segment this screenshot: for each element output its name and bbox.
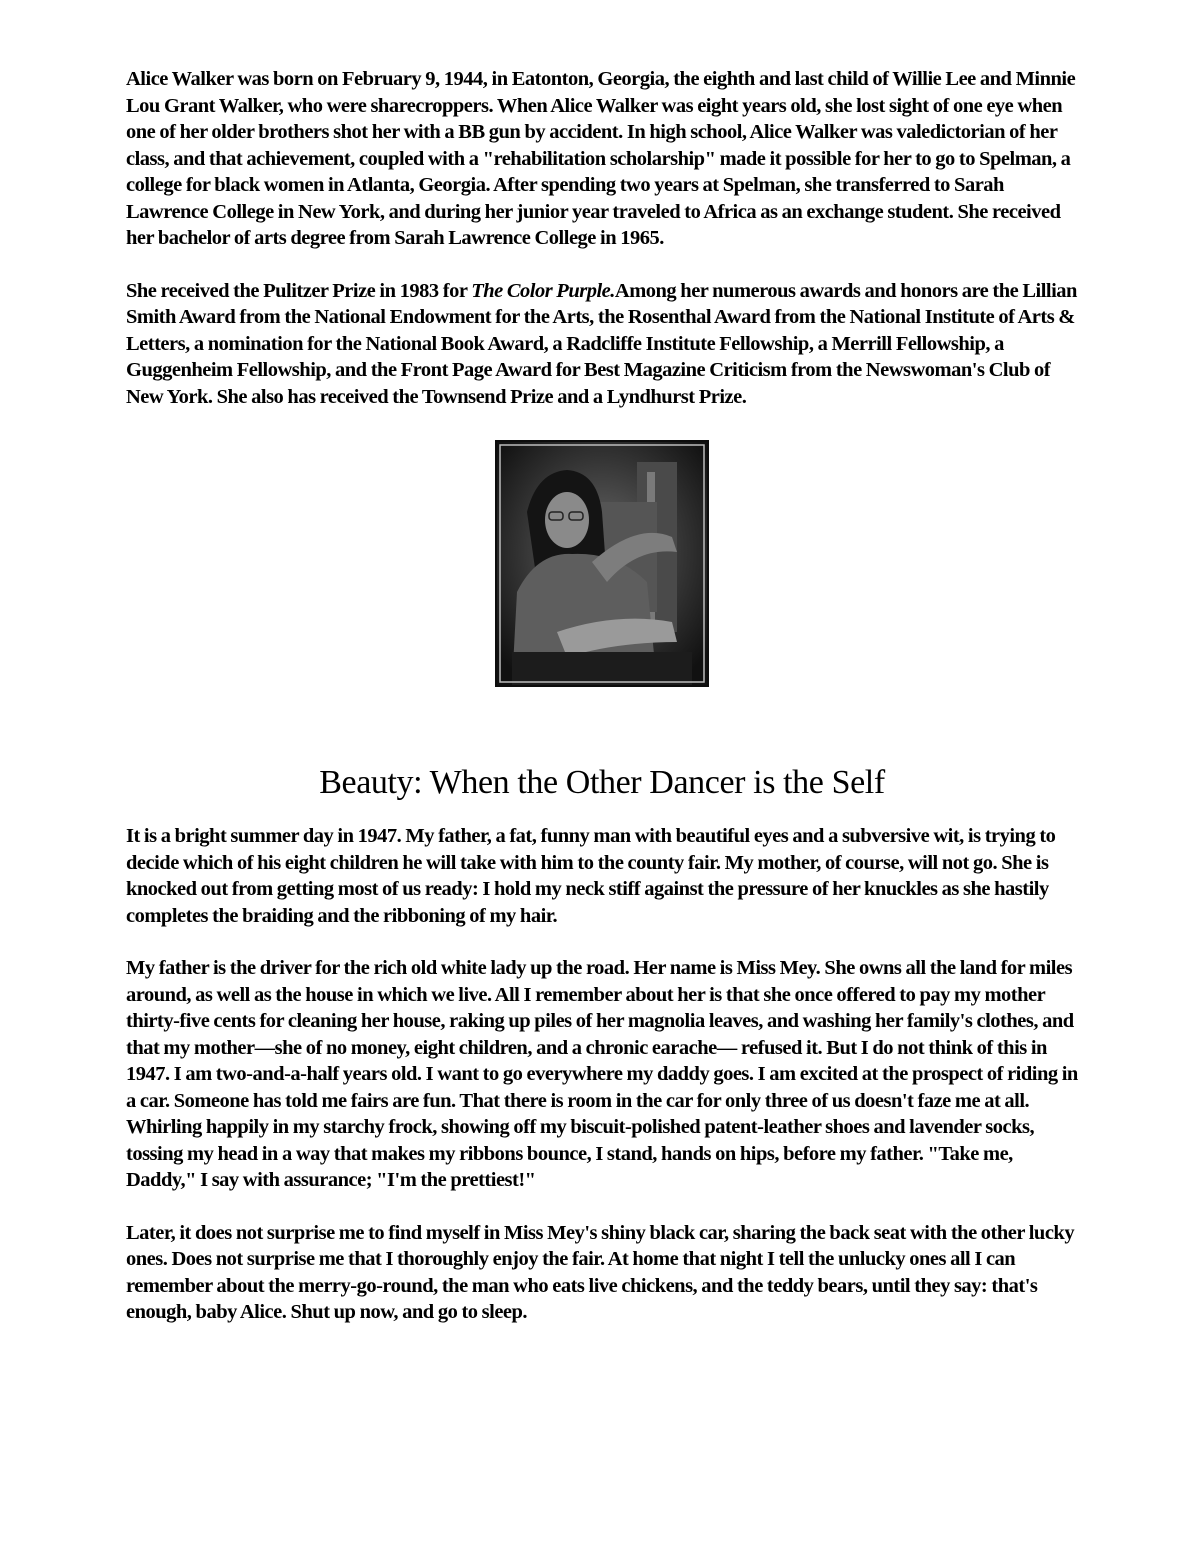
author-portrait-photo xyxy=(495,440,709,687)
essay-paragraph-2: My father is the driver for the rich old white lady up the road. Her name is Miss Mey. She owns all the land for miles around, as well as the house in which we live. All I remember about her is that she once offered to pay my mother thirty-five cents for cleaning her house, raking up piles of her magnolia leaves, and washing her family's clothes, and that my mother—she of no money, eight children, and a chronic earache— refused it. But I do not think of this in 1947. I am two-and-a-half years old. I want to go everywhere my daddy goes. I am excited at the prospect of riding in a car. Someone has told me fairs are fun. That there is room in the car for only three of us doesn't faze me at all. Whirling happily in my starchy frock, showing off my biscuit-polished patent-leather shoes and lavender socks, tossing my head in a way that makes my ribbons bounce, I stand, hands on hips, before my father. "Take me, Daddy," I say with assurance; "I'm the prettiest!" xyxy=(126,957,1078,1191)
bio-paragraph-1 xyxy=(126,66,1078,252)
author-portrait-image xyxy=(497,442,707,685)
bio-paragraph-2-before: She received the Pulitzer Prize in 1983 for xyxy=(126,279,472,302)
essay-title: Beauty: When the Other Dancer is the Self xyxy=(319,764,885,801)
book-title-color-purple: The Color Purple. xyxy=(471,279,615,302)
bio-paragraph-2-after: Among her numerous awards and honors are the Lillian Smith Award from the National Endowment for the Arts, the Rosenthal Award from the National Institute of Arts & Letters, a nomination for the National Book Award, a Radcliffe Institute Fellowship, a Merrill Fellowship, a Guggenheim Fellowship, and the Front Page Award for Best Magazine Criticism from the Newswoman's Club of New York. She also has received the Townsend Prize and a Lyndhurst Prize. xyxy=(126,279,1077,408)
bio-paragraph-1-rest: Lou Grant Walker, who were sharecroppers. When Alice Walker was eight years old, she lost sight of one eye when one of her older brothers shot her with a BB gun by accident. In high school, Alice Walker was valedictorian of her class, and that achievement, coupled with a "rehabilitation scholarship" made it possible for her to go to Spelman, a college for black women in Atlanta, Georgia. After spending two years at Spelman, she transferred to Sarah Lawrence College in New York, and during her junior year traveled to Africa as an exchange student. She received her bachelor of arts degree from Sarah Lawrence College in 1965. xyxy=(126,94,1071,249)
essay-paragraph-1: It is a bright summer day in 1947. My father, a fat, funny man with beautiful eyes and a subversive wit, is trying to decide which of his eight children he will take with him to the county fair. My mother, of course, will not go. She is knocked out from getting most of us ready: I hold my neck stiff against the pressure of her knuckles as she hastily completes the braiding and the ribboning of my hair. xyxy=(126,825,1056,927)
bio-paragraph-2 xyxy=(126,278,1078,411)
essay-paragraph-3: Later, it does not surprise me to find myself in Miss Mey's shiny black car, sharing the back seat with the other lucky ones. Does not surprise me that I thoroughly enjoy the fair. At home that night I tell the unlucky ones all I can remember about the merry-go-round, the man who eats live chickens, and the teddy bears, until they say: that's enough, baby Alice. Shut up now, and go to sleep. xyxy=(126,1221,1075,1323)
document-page xyxy=(126,66,1078,1326)
bio-paragraph-1-first-line: Alice Walker was born on February 9, 1944, in Eatonton, Georgia, the eighth and last child of Willie Lee and Minnie xyxy=(126,68,1076,90)
